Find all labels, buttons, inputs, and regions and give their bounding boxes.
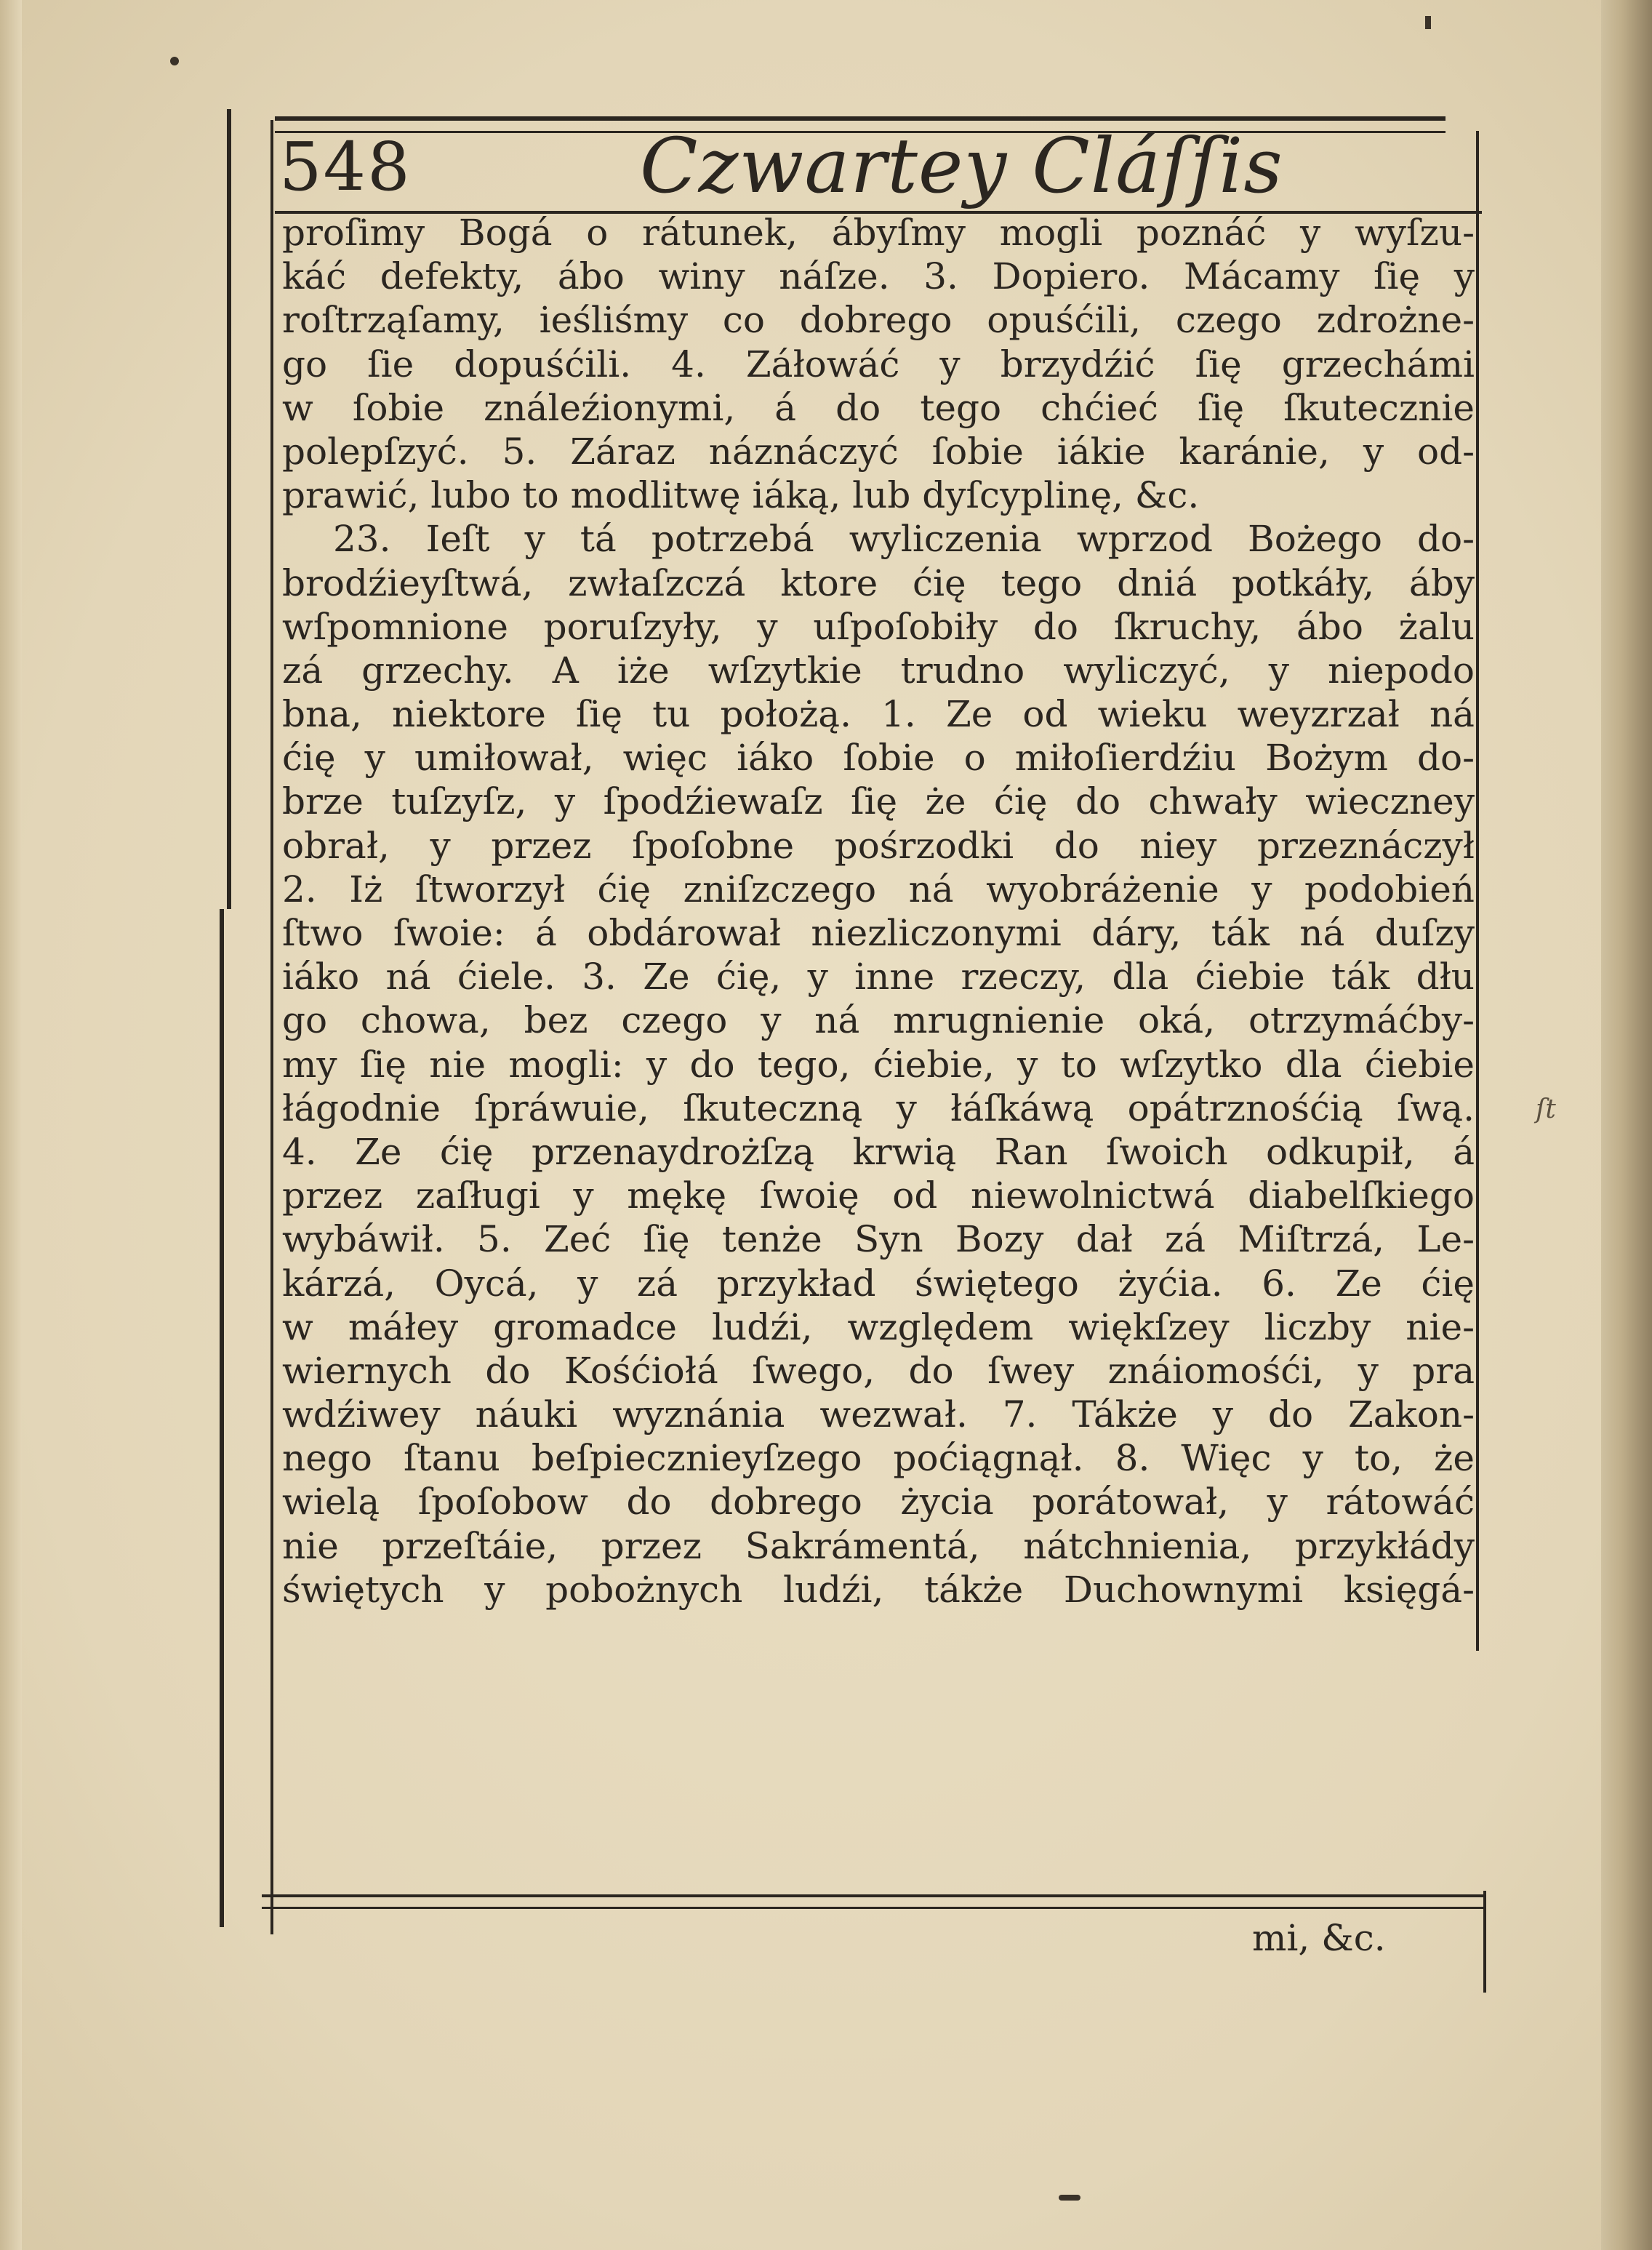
text-line: brze tuſzyſz, y ſpodźiewaſz ſię że ćię do chwały wieczney — [282, 780, 1475, 823]
ink-smudge — [1059, 2195, 1080, 2201]
text-line: wielą ſpoſobow do dobrego życia porátował, y rátowáć — [282, 1481, 1475, 1524]
catchword: mi, &c. — [1252, 1917, 1386, 1959]
main-text — [282, 211, 1475, 1612]
page-number: 548 — [279, 128, 412, 206]
text-line: 23. Ieſt y tá potrzebá wyliczenia wprzod Bożego do- — [333, 518, 1475, 561]
margin-mark: ſt — [1536, 1094, 1556, 1124]
text-line: nego ſtanu beſpiecznieyſzego poćiągnął. 8. Więc y to, że — [282, 1437, 1475, 1480]
text-line: proſimy Bogá o rátunek, ábyſmy mogli poznáć y wyſzu- — [282, 212, 1475, 254]
bottom-rule-thin — [262, 1907, 1483, 1909]
text-line: obrał, y przez ſpoſobne pośrzodki do niey przeznáczył — [282, 824, 1475, 867]
text-line: wſpomnione poruſzyły, y uſpoſobiły do ſkruchy, ábo żalu — [282, 605, 1475, 648]
text-line: prawić, lubo to modlitwę iáką, lub dyſcyplinę, &c. — [282, 474, 1200, 517]
text-line: my ſię nie mogli: y do tego, ćiebie, y to wſzytko dla ćiebie — [282, 1043, 1475, 1086]
text-line: w ſobie ználeźionymi, á do tego chćieć ſię ſkutecznie — [282, 386, 1475, 429]
text-line: iáko ná ćiele. 3. Ze ćię, y inne rzeczy, dla ćiebie ták dłu — [282, 956, 1475, 998]
ink-mark — [1425, 16, 1431, 29]
running-head: Czwartey Cláſſis — [640, 121, 1283, 210]
text-line: 2. Iż ſtworzył ćię zniſzczego ná wyobráżenie y podobień — [282, 868, 1475, 910]
text-box-left-rule — [270, 120, 273, 1934]
text-line: zá grzechy. A iże wſzytkie trudno wyliczyć, y niepodo — [282, 649, 1475, 692]
page-left-edge — [0, 0, 22, 2250]
text-line: go chowa, bez czego y ná mrugnienie oká, otrzymáćby- — [282, 999, 1475, 1042]
text-line: polepſzyć. 5. Záraz náznáczyć ſobie iákie karánie, y od- — [282, 430, 1475, 473]
text-line: bna, niektore ſię tu położą. 1. Ze od wieku weyzrzał ná — [282, 693, 1475, 736]
text-line: wdźiwey náuki wyznánia wezwał. 7. Tákże y do Zakon- — [282, 1393, 1475, 1436]
text-line: przez zaſługi y mękę ſwoię od niewolnictwá diabelſkiego — [282, 1174, 1475, 1217]
text-line: nie przeſtáie, przez Sakrámentá, nátchnienia, przykłády — [282, 1524, 1475, 1567]
text-box-right-rule — [1476, 131, 1479, 1651]
text-line: káć defekty, ábo winy náſze. 3. Dopiero. Mácamy ſię y — [282, 255, 1475, 298]
text-line: brodźieyſtwá, zwłaſzczá ktore ćię tego dniá potkáły, áby — [282, 561, 1475, 604]
text-line: 4. Ze ćię przenaydrożſzą krwią Ran ſwoich odkupił, á — [282, 1130, 1475, 1173]
text-line: kárzá, Oycá, y zá przykład świętego żyćia. 6. Ze ćię — [282, 1262, 1475, 1305]
frame-outer-left-rule-lower — [220, 909, 224, 1927]
text-line: ſtwo ſwoie: á obdárował niezliczonymi dáry, ták ná duſzy — [282, 912, 1475, 954]
top-rule-thick — [275, 116, 1446, 121]
frame-outer-left-rule — [227, 109, 231, 909]
bottom-rule-thick — [262, 1894, 1483, 1897]
text-box-right-rule-lower — [1483, 1891, 1486, 1993]
text-line: go ſie dopuśćili. 4. Záłowáć y brzydźić ſię grzechámi — [282, 343, 1475, 385]
ink-dot — [170, 57, 179, 65]
text-line: roſtrząſamy, ieśliśmy co dobrego opuśćili, czego zdrożne- — [282, 299, 1475, 342]
text-line: łágodnie ſpráwuie, ſkuteczną y łáſkáwą opátrznośćią ſwą. — [282, 1086, 1475, 1129]
text-line: ćię y umiłował, więc iáko ſobie o miłoſierdźiu Bożym do- — [282, 737, 1475, 780]
text-line: w máłey gromadce ludźi, względem więkſzey liczby nie- — [282, 1305, 1475, 1348]
text-line: wiernych do Kośćiołá ſwego, do ſwey znáiomośći, y pra — [282, 1349, 1475, 1392]
text-line: świętych y pobożnych ludźi, tákże Duchownymi księgá- — [282, 1568, 1475, 1611]
book-gutter — [1601, 0, 1652, 2250]
text-line: wybáwił. 5. Zeć ſię tenże Syn Bozy dał zá Miſtrzá, Le- — [282, 1218, 1475, 1261]
